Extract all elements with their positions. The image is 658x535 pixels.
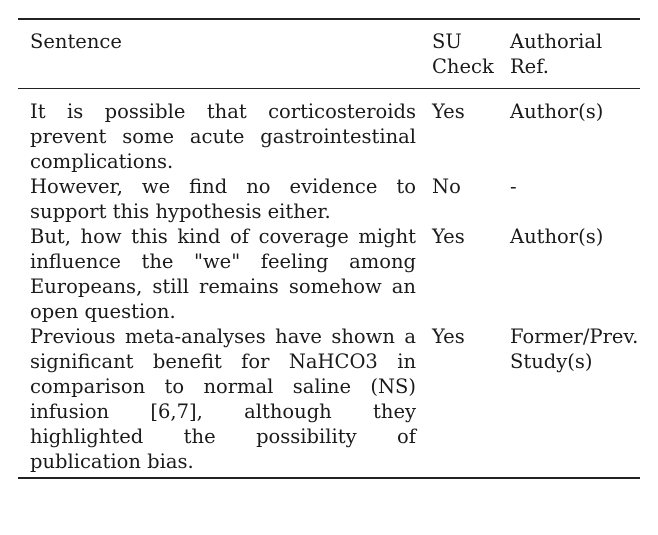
table-header-row <box>18 20 640 79</box>
header-su-check-line2: Check <box>432 55 494 78</box>
header-su-check <box>430 29 510 79</box>
header-authorial-line1: Authorial <box>510 30 603 53</box>
row-su-check: Yes <box>432 225 465 248</box>
sentence-table <box>18 18 640 479</box>
row-su-check: Yes <box>432 100 465 123</box>
table-row <box>18 174 640 224</box>
row-sentence: But, how this kind of coverage might influence the "we" feeling among Europeans, still remains somehow an open question. <box>30 225 416 323</box>
table-row <box>18 99 640 174</box>
row-authorial-ref: - <box>510 175 517 198</box>
table-row <box>18 224 640 324</box>
row-authorial-ref: Author(s) <box>510 225 604 248</box>
row-su-check: Yes <box>432 325 465 348</box>
row-su-check: No <box>432 175 461 198</box>
table-bottom-rule <box>18 477 640 479</box>
table-row <box>18 324 640 474</box>
header-su-check-line1: SU <box>432 30 462 53</box>
row-sentence: It is possible that corticosteroids prevent some acute gastrointestinal complications. <box>30 100 416 173</box>
row-authorial-ref: Former/Prev. Study(s) <box>510 325 639 373</box>
header-sentence: Sentence <box>30 30 122 53</box>
row-sentence: However, we find no evidence to support this hypothesis either. <box>30 175 416 223</box>
table-body <box>18 89 640 474</box>
header-authorial-line2: Ref. <box>510 55 549 78</box>
row-sentence: Previous meta-analyses have shown a significant benefit for NaHCO3 in comparison to normal saline (NS) infusion [6,7], although they highlighted the possibility of publication bias. <box>30 325 416 473</box>
header-authorial-ref <box>510 29 640 79</box>
row-authorial-ref: Author(s) <box>510 100 604 123</box>
